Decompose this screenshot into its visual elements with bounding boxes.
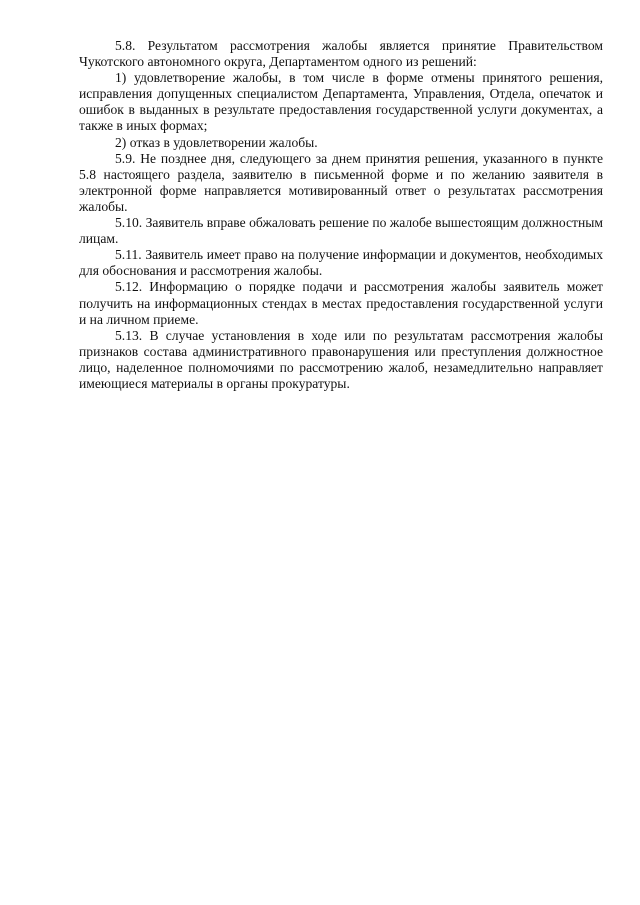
paragraph-5-8: 5.8. Результатом рассмотрения жалобы является принятие Правительством Чукотского автономного округа, Департаментом одного из решений: bbox=[79, 38, 603, 70]
document-page bbox=[79, 38, 603, 392]
paragraph-5-10: 5.10. Заявитель вправе обжаловать решение по жалобе вышестоящим должностным лицам. bbox=[79, 215, 603, 247]
paragraph-5-12: 5.12. Информацию о порядке подачи и рассмотрения жалобы заявитель может получить на информационных стендах в местах предоставления государственной услуги и на личном приеме. bbox=[79, 279, 603, 327]
paragraph-5-8-option-2: 2) отказ в удовлетворении жалобы. bbox=[115, 134, 318, 150]
paragraph-5-8-option-1: 1) удовлетворение жалобы, в том числе в форме отмены принятого решения, исправления допущенных специалистом Департамента, Управления, Отдела, опечаток и ошибок в выданных в результате предоставления государственной услуги документах, а также в иных формах; bbox=[79, 70, 603, 134]
paragraph-5-9: 5.9. Не позднее дня, следующего за днем принятия решения, указанного в пункте 5.8 настоящего раздела, заявителю в письменной форме и по желанию заявителя в электронной форме направляется мотивированный ответ о результатах рассмотрения жалобы. bbox=[79, 150, 603, 214]
paragraph-5-13: 5.13. В случае установления в ходе или по результатам рассмотрения жалобы признаков состава административного правонарушения или преступления должностное лицо, наделенное полномочиями по рассмотрению жалоб, незамедлительно направляет имеющиеся материалы в органы прокуратуры. bbox=[79, 327, 603, 391]
paragraph-5-11: 5.11. Заявитель имеет право на получение информации и документов, необходимых для обоснования и рассмотрения жалобы. bbox=[79, 247, 603, 279]
